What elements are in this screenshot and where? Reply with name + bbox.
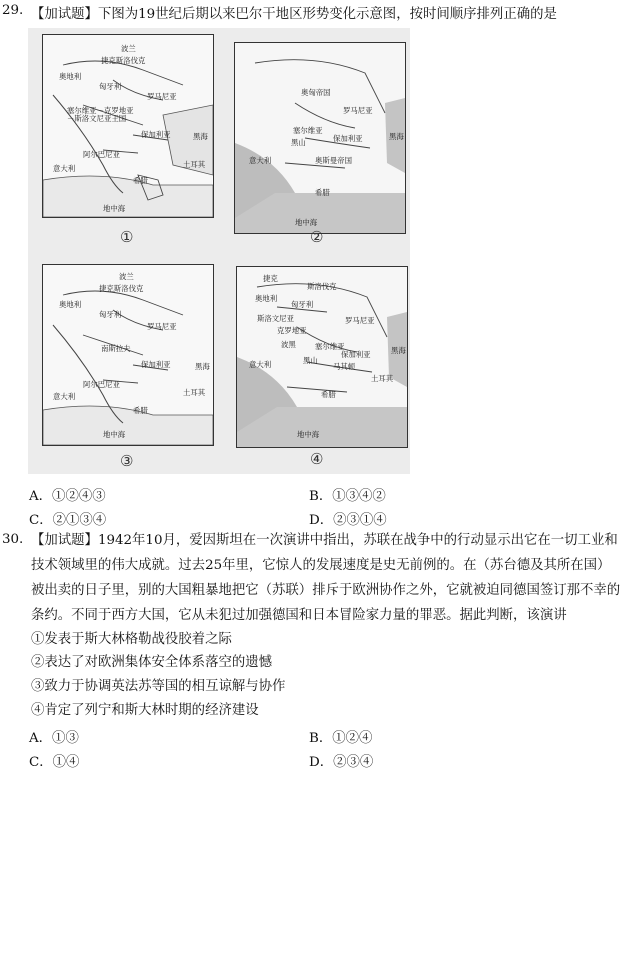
map-3-label: 地中海 — [103, 430, 126, 439]
map-3-label: 希腊 — [133, 406, 148, 415]
question-30-number: 30. — [2, 532, 24, 547]
map-2-label: 奥匈帝国 — [301, 88, 331, 97]
map-3-label: 匈牙利 — [99, 310, 122, 319]
map-4-label: 塞尔维亚 — [315, 342, 345, 351]
q30-option-c[interactable]: C．①④ — [29, 755, 80, 770]
map-1-label: 阿尔巴尼亚 — [83, 150, 120, 159]
question-29-stem: 【加试题】下图为19世纪后期以来巴尔干地区形势变化示意图，按时间顺序排列正确的是 — [31, 7, 557, 22]
map-2-label: 黑海 — [389, 132, 404, 141]
map-1-label: 地中海 — [103, 204, 126, 213]
map-3-label: 土耳其 — [183, 388, 206, 397]
question-29-number: 29. — [2, 3, 24, 18]
map-2-number: ② — [310, 228, 324, 246]
map-1-number: ① — [120, 228, 134, 246]
map-1-label: 波兰 — [121, 44, 136, 53]
q30-statement-1: ①发表于斯大林格勒战役胶着之际 — [31, 632, 232, 647]
map-1-label: 黑海 — [193, 132, 208, 141]
map-4-label: 希腊 — [321, 390, 336, 399]
map-3-label: 南斯拉夫 — [101, 344, 131, 353]
map-4-label: 土耳其 — [371, 374, 394, 383]
map-4-label: 黑山 — [303, 356, 318, 365]
map-1-label: 罗马尼亚 — [147, 92, 177, 101]
q30-option-a[interactable]: A．①③ — [29, 731, 79, 746]
map-1-label: 捷克斯洛伐克 — [101, 56, 146, 65]
q29-option-d[interactable]: D．②③①④ — [309, 513, 387, 528]
map-1-label: 塞尔维亚－克罗地亚－斯洛文尼亚王国 — [67, 106, 134, 123]
map-3-number: ③ — [120, 452, 134, 470]
map-2-label: 塞尔维亚 — [293, 126, 323, 135]
map-2 — [234, 42, 406, 234]
map-2-label: 黑山 — [291, 138, 306, 147]
map-4-label: 匈牙利 — [291, 300, 314, 309]
map-figure — [28, 28, 410, 474]
question-30-stem-line: 【加试题】1942年10月，爱因斯坦在一次演讲中指出，苏联在战争中的行动显示出它在一切工业和 — [31, 533, 618, 548]
map-3-label: 意大利 — [53, 392, 76, 401]
map-4-label: 奥地利 — [255, 294, 278, 303]
map-2-label: 保加利亚 — [333, 134, 363, 143]
map-2-label: 意大利 — [249, 156, 272, 165]
map-4-label: 地中海 — [297, 430, 320, 439]
map-1 — [42, 34, 214, 218]
map-4-label: 斯洛伐克 — [307, 282, 337, 291]
map-2-drawing — [235, 43, 405, 233]
map-2-label: 奥斯曼帝国 — [315, 156, 352, 165]
q30-statement-3: ③致力于协调英法苏等国的相互谅解与协作 — [31, 679, 286, 694]
map-4-number: ④ — [310, 450, 324, 468]
map-4 — [236, 266, 408, 448]
map-2-label: 地中海 — [295, 218, 318, 227]
q30-statement-2: ②表达了对欧洲集体安全体系落空的遗憾 — [31, 655, 273, 670]
question-30-stem-line: 被出卖的日子里，别的大国粗暴地把它（苏联）排斥于欧洲协作之外，它就被迫同德国签订那不幸的 — [31, 583, 621, 598]
map-4-label: 斯洛文尼亚 — [257, 314, 294, 323]
map-3-label: 黑海 — [195, 362, 210, 371]
map-1-label: 匈牙利 — [99, 82, 122, 91]
q30-statement-4: ④肯定了列宁和斯大林时期的经济建设 — [31, 703, 259, 718]
map-3-label: 罗马尼亚 — [147, 322, 177, 331]
map-3-label: 保加利亚 — [141, 360, 171, 369]
q30-option-b[interactable]: B．①②④ — [309, 731, 373, 746]
map-2-label: 希腊 — [315, 188, 330, 197]
question-30-stem-line: 技术领域里的伟大成就。过去25年里，它惊人的发展速度是史无前例的。在（苏台德及其所在国） — [31, 558, 611, 573]
question-30-stem-line: 条约。不同于西方大国，它从未犯过加强德国和日本冒险家力量的罪恶。据此判断，该演讲 — [31, 608, 567, 623]
map-1-label: 奥地利 — [59, 72, 82, 81]
map-3-label: 波兰 — [119, 272, 134, 281]
map-4-label: 罗马尼亚 — [345, 316, 375, 325]
map-4-label: 保加利亚 — [341, 350, 371, 359]
map-4-label: 捷克 — [263, 274, 278, 283]
map-4-label: 黑海 — [391, 346, 406, 355]
map-3-label: 阿尔巴尼亚 — [83, 380, 120, 389]
map-2-label: 罗马尼亚 — [343, 106, 373, 115]
q29-option-c[interactable]: C．②①③④ — [29, 513, 107, 528]
q29-option-b[interactable]: B．①③④② — [309, 489, 386, 504]
map-1-label: 希腊 — [133, 176, 148, 185]
map-4-label: 波黑 — [281, 340, 296, 349]
map-3-label: 捷克斯洛伐克 — [99, 284, 144, 293]
q29-option-a[interactable]: A．①②④③ — [29, 489, 106, 504]
q30-option-d[interactable]: D．②③④ — [309, 755, 374, 770]
map-4-label: 意大利 — [249, 360, 272, 369]
map-1-label: 土耳其 — [183, 160, 206, 169]
map-3-label: 奥地利 — [59, 300, 82, 309]
map-1-label: 保加利亚 — [141, 130, 171, 139]
map-4-label: 马其顿 — [333, 362, 356, 371]
map-4-label: 克罗地亚 — [277, 326, 307, 335]
map-3 — [42, 264, 214, 446]
map-1-label: 意大利 — [53, 164, 76, 173]
